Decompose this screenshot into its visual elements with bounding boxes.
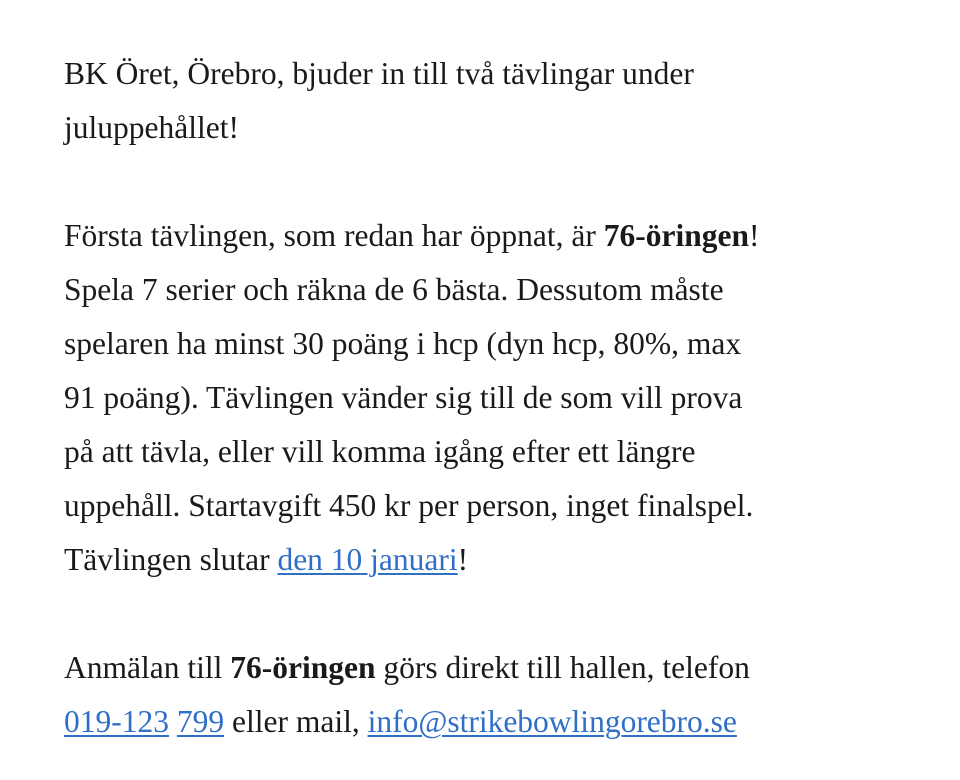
- details-line-7-prefix: Tävlingen slutar: [64, 542, 278, 577]
- registration-competition-name-bold: 76-öringen: [230, 650, 376, 685]
- intro-line-2: juluppehållet!: [64, 110, 239, 145]
- end-date-link[interactable]: den 10 januari: [277, 542, 458, 577]
- details-line-3: spelaren ha minst 30 poäng i hcp (dyn hcp, 80%, max: [64, 326, 742, 361]
- details-line-7: [64, 533, 944, 587]
- registration-line-1-prefix: Anmälan till: [64, 650, 231, 685]
- details-line-1-prefix: Första tävlingen, som redan har öppnat, är: [64, 218, 604, 253]
- details-line-1: [64, 209, 944, 263]
- details-line-2: Spela 7 serier och räkna de 6 bästa. Dessutom måste: [64, 272, 724, 307]
- registration-mid-text: eller mail,: [224, 704, 368, 739]
- intro-line-1: BK Öret, Örebro, bjuder in till två tävlingar under: [64, 56, 694, 91]
- details-line-1-suffix: !: [748, 218, 760, 253]
- details-line-5: på att tävla, eller vill komma igång efter ett längre: [64, 434, 696, 469]
- intro-paragraph: [64, 47, 944, 155]
- email-link[interactable]: info@strikebowlingorebro.se: [367, 704, 737, 739]
- details-line-4: 91 poäng). Tävlingen vänder sig till de som vill prova: [64, 380, 743, 415]
- competition-details-paragraph: [64, 209, 944, 587]
- phone-link-part-2[interactable]: 799: [176, 704, 225, 739]
- registration-paragraph: [64, 641, 944, 749]
- article-body: [64, 47, 944, 749]
- details-line-6: uppehåll. Startavgift 450 kr per person, inget finalspel.: [64, 488, 754, 523]
- registration-line-1-suffix: görs direkt till hallen, telefon: [375, 650, 750, 685]
- details-line-7-suffix: !: [457, 542, 469, 577]
- registration-line-1: [64, 641, 944, 695]
- competition-name-bold: 76-öringen: [603, 218, 749, 253]
- registration-line-2: [64, 695, 944, 749]
- phone-link-part-1[interactable]: 019-123: [64, 704, 169, 739]
